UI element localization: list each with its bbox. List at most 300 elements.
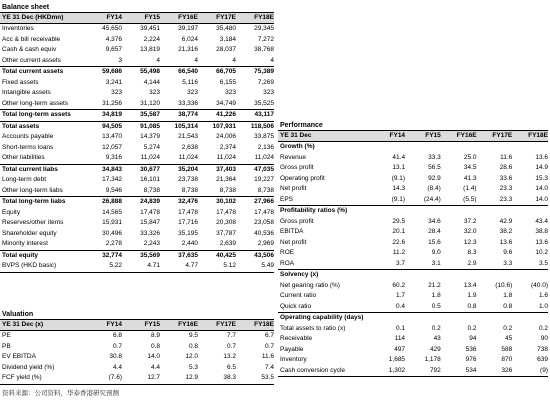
row-value: 59,686 xyxy=(102,68,122,75)
valuation-table xyxy=(0,310,274,385)
row-value: 43,117 xyxy=(254,111,274,118)
table-row xyxy=(278,153,548,164)
row-value: 14,379 xyxy=(140,133,160,140)
row-value xyxy=(512,206,548,217)
row-value: 28.4 xyxy=(428,228,441,235)
row-label: BVPS (HKD basic) xyxy=(2,262,57,269)
row-value: 323 xyxy=(111,89,122,96)
row-value: 0.2 xyxy=(538,324,548,332)
row-label: Total assets xyxy=(2,122,40,130)
row-value: 4,376 xyxy=(105,35,122,43)
row-value: 11,024 xyxy=(140,154,160,161)
table-row xyxy=(0,186,274,197)
table-row xyxy=(0,24,274,35)
row-value: 47,035 xyxy=(254,165,274,173)
row-value: 2,224 xyxy=(143,35,160,43)
table-row xyxy=(278,324,548,335)
table-row xyxy=(0,363,274,374)
row-value: 23,738 xyxy=(178,176,198,183)
row-value: 1.8 xyxy=(503,292,513,299)
row-value: 14.0 xyxy=(535,185,548,192)
header-year: FY17E xyxy=(216,321,236,328)
row-label: Accounts payable xyxy=(2,133,54,140)
row-value xyxy=(405,142,441,153)
row-value: 13.1 xyxy=(392,164,406,171)
header-year: FY18E xyxy=(528,132,548,139)
row-value: 0.1 xyxy=(396,324,406,332)
row-value xyxy=(441,206,477,217)
row-value: 13.6 xyxy=(499,238,513,246)
row-value: 8,738 xyxy=(181,186,198,194)
row-label: Total long-term liabs xyxy=(2,198,66,205)
row-value: 497 xyxy=(394,345,406,353)
row-value: 639 xyxy=(537,356,548,363)
row-value: 33,326 xyxy=(140,229,160,237)
row-value: 23.3 xyxy=(499,185,513,192)
row-value: 107,931 xyxy=(212,122,236,130)
row-label: EV EBITDA xyxy=(2,353,36,360)
table-row xyxy=(0,132,274,143)
row-label: Gross profit xyxy=(280,164,314,171)
performance-body xyxy=(278,130,548,377)
row-label: Operating capability (days) xyxy=(280,314,364,321)
table-row xyxy=(0,56,274,67)
row-value: 13.6 xyxy=(535,153,548,161)
row-value xyxy=(512,270,548,281)
row-value: 2,639 xyxy=(219,240,236,247)
performance-table xyxy=(278,121,548,377)
header-year: FY15 xyxy=(425,132,441,139)
row-value: 34,819 xyxy=(102,111,122,118)
row-value: 5,274 xyxy=(143,143,160,151)
row-value: 738 xyxy=(537,345,548,353)
row-label: Reserves/other items xyxy=(2,219,64,226)
table-row xyxy=(278,227,548,238)
table-row xyxy=(278,184,548,195)
performance-header xyxy=(278,130,548,142)
table-row xyxy=(0,208,274,219)
row-value: 17,478 xyxy=(216,208,236,216)
row-value: 32,476 xyxy=(178,198,198,205)
row-value: 15,931 xyxy=(102,219,122,226)
row-value: 14,565 xyxy=(102,208,122,216)
row-value: 0.2 xyxy=(431,324,441,332)
table-row xyxy=(278,345,548,356)
row-value: 20.1 xyxy=(392,228,406,235)
row-value: 56.5 xyxy=(428,164,441,171)
row-value: 0.8 xyxy=(467,302,477,310)
row-value: 35,525 xyxy=(254,99,274,107)
table-row xyxy=(278,163,548,174)
row-value: 0.5 xyxy=(431,302,441,310)
row-value: 35,204 xyxy=(178,165,198,173)
row-label: PB xyxy=(2,342,11,350)
row-value: 11.6 xyxy=(500,153,513,161)
table-row xyxy=(0,352,274,363)
row-value: 90 xyxy=(540,335,548,342)
table-row xyxy=(0,109,274,121)
row-value: 12,057 xyxy=(102,143,122,151)
row-value: 1,302 xyxy=(388,366,406,374)
row-label: Inventory xyxy=(280,356,307,363)
row-value: 38.2 xyxy=(499,228,513,235)
row-value: 35,569 xyxy=(140,251,160,259)
header-year: FY14 xyxy=(389,132,406,139)
row-label: Acc & bill receivable xyxy=(2,35,61,43)
row-value: 35,480 xyxy=(216,25,236,32)
row-value: 0.2 xyxy=(467,324,477,332)
row-value: 13.6 xyxy=(535,238,548,246)
valuation-body xyxy=(0,319,274,385)
row-value: 9.5 xyxy=(188,332,198,339)
row-label: PE xyxy=(2,332,11,339)
row-value: 6.5 xyxy=(226,363,236,371)
row-value: (24.4) xyxy=(423,195,441,203)
table-row xyxy=(0,250,274,262)
header-year: FY16E xyxy=(456,132,477,139)
row-value: 588 xyxy=(501,345,513,353)
row-value: 2,243 xyxy=(143,240,160,247)
row-value: 24,006 xyxy=(216,133,236,140)
row-value: 105,314 xyxy=(174,122,198,130)
balance-sheet-body xyxy=(0,12,274,273)
row-value: 17,478 xyxy=(140,208,160,216)
row-value: 3,184 xyxy=(219,35,236,43)
row-label: Payable xyxy=(280,345,304,353)
row-value xyxy=(405,206,441,217)
row-value: 0.7 xyxy=(226,342,236,350)
row-value: 37,787 xyxy=(216,229,236,237)
row-value: 38,768 xyxy=(254,46,274,53)
row-value: 12.3 xyxy=(463,238,477,246)
row-value: 8,738 xyxy=(257,186,274,194)
table-row xyxy=(0,261,274,273)
row-value: 9.0 xyxy=(431,249,441,256)
row-value: 40,536 xyxy=(254,229,274,237)
table-row xyxy=(278,195,548,206)
header-year: FY14 xyxy=(106,321,122,328)
row-label: Total current liabs xyxy=(2,165,58,173)
row-value: 30,496 xyxy=(102,229,122,237)
row-value: 27,966 xyxy=(254,198,274,205)
row-value: 23,058 xyxy=(254,219,274,226)
row-value: 6,155 xyxy=(219,78,236,86)
row-value: 9,546 xyxy=(105,186,122,194)
row-label: Short-terms loans xyxy=(2,143,54,151)
table-row xyxy=(0,66,274,78)
row-label: Total current assets xyxy=(2,68,64,75)
row-value: 14.3 xyxy=(392,185,406,192)
row-value: 323 xyxy=(149,89,160,96)
table-row xyxy=(278,366,548,378)
header-label: YE 31 Dec (HKDmn) xyxy=(2,14,64,21)
row-value: 8,738 xyxy=(219,186,236,194)
table-row xyxy=(278,142,548,153)
row-value: 30.8 xyxy=(109,353,122,360)
row-label: Growth (%) xyxy=(280,143,315,150)
row-value: 0.8 xyxy=(188,342,198,350)
row-value: 20,308 xyxy=(216,219,236,226)
row-value: 0.2 xyxy=(503,324,513,332)
row-value: 37.2 xyxy=(463,217,477,225)
row-value: 45,650 xyxy=(102,25,122,32)
row-value: 114 xyxy=(394,335,406,342)
row-label: Total long-term assets xyxy=(2,111,71,118)
row-label: EBITDA xyxy=(280,228,304,235)
row-value: 0.8 xyxy=(503,302,513,310)
header-year: FY15 xyxy=(144,14,160,21)
row-value: 5.3 xyxy=(188,363,198,371)
header-year: FY16E xyxy=(178,321,198,328)
row-value: 30,102 xyxy=(216,198,236,205)
table-row xyxy=(0,196,274,208)
row-value: 13,819 xyxy=(140,46,160,53)
row-value: 2,136 xyxy=(257,143,274,151)
row-label: Quick ratio xyxy=(280,302,312,310)
row-value xyxy=(512,142,548,153)
row-value: 9,657 xyxy=(105,46,122,53)
header-year: FY17E xyxy=(216,14,236,21)
row-value: 22.6 xyxy=(392,238,406,246)
table-row xyxy=(278,259,548,270)
row-value: 1,685 xyxy=(388,356,406,363)
row-value: 7,269 xyxy=(257,78,274,86)
row-value: 8.3 xyxy=(467,249,477,256)
row-value xyxy=(405,270,441,281)
row-label: Minority interest xyxy=(2,240,48,247)
row-value xyxy=(369,206,405,217)
row-value: 326 xyxy=(501,366,513,374)
row-value: 28.6 xyxy=(499,164,513,171)
table-row xyxy=(0,121,274,133)
row-value: 2,278 xyxy=(105,240,122,247)
row-value: 11,024 xyxy=(254,154,274,161)
row-value: 66,705 xyxy=(216,68,236,75)
row-label: Other current assets xyxy=(2,56,61,64)
row-value: 536 xyxy=(465,345,477,353)
row-value: 976 xyxy=(465,356,477,363)
row-value: 39,451 xyxy=(140,25,160,32)
row-value: 45 xyxy=(505,335,513,342)
row-value: 5.22 xyxy=(109,262,122,269)
row-value: 1.8 xyxy=(431,292,441,299)
table-row xyxy=(0,99,274,110)
row-value: 6.8 xyxy=(112,332,122,339)
row-value: 55,498 xyxy=(140,68,160,75)
row-value: 6,024 xyxy=(181,35,198,43)
row-value: 13.2 xyxy=(223,353,236,360)
table-row xyxy=(0,331,274,342)
row-value: 92.9 xyxy=(428,174,441,182)
row-value: 30,677 xyxy=(140,165,160,173)
row-value xyxy=(477,206,513,217)
header-year: FY14 xyxy=(106,14,122,21)
row-value: (9.1) xyxy=(391,174,406,182)
row-value: 34.6 xyxy=(428,217,441,225)
row-label: Shareholder equity xyxy=(2,229,57,237)
table-row xyxy=(0,153,274,164)
row-label: Revenue xyxy=(280,153,307,161)
row-label: Net gearing ratio (%) xyxy=(280,281,340,289)
table-row xyxy=(0,239,274,250)
row-value: 14.0 xyxy=(535,195,548,203)
row-value: 3.3 xyxy=(503,259,513,267)
row-value xyxy=(477,270,513,281)
row-label: EPS xyxy=(280,195,294,203)
row-value: 33.6 xyxy=(499,174,513,182)
row-value: 41.3 xyxy=(463,174,477,182)
row-value: 17,478 xyxy=(254,208,274,216)
row-label: Operating profit xyxy=(280,174,325,182)
table-row xyxy=(278,312,548,324)
row-value: 13.4 xyxy=(463,281,477,289)
row-label: Net profit xyxy=(280,185,307,192)
table-row xyxy=(0,229,274,240)
row-value: 21,316 xyxy=(178,46,198,53)
table-row xyxy=(278,334,548,345)
header-year: FY15 xyxy=(144,321,160,328)
row-value: 11.6 xyxy=(261,353,274,360)
row-value: 15.3 xyxy=(535,174,548,182)
header-year: FY18E xyxy=(254,321,274,328)
row-value: 53.5 xyxy=(261,374,274,381)
row-label: Fixed assets xyxy=(2,78,39,86)
row-value: 5.12 xyxy=(223,262,236,269)
row-value: 19,227 xyxy=(254,176,274,183)
row-value: 43 xyxy=(433,335,441,342)
table-row xyxy=(0,78,274,89)
row-value: 94,505 xyxy=(102,122,122,130)
table-row xyxy=(278,248,548,259)
row-label: Other liabilities xyxy=(2,154,45,161)
table-row xyxy=(278,302,548,313)
row-value: (40.0) xyxy=(531,281,548,289)
row-value: 4,144 xyxy=(143,78,160,86)
row-value: 60.2 xyxy=(392,281,406,289)
row-value: 37,403 xyxy=(216,165,236,173)
row-value: 2,969 xyxy=(257,240,274,247)
row-value: 38,774 xyxy=(178,111,198,118)
row-label: Other long-term assets xyxy=(2,99,69,107)
row-value xyxy=(441,142,477,153)
row-value xyxy=(369,313,405,324)
row-value: 26,888 xyxy=(102,198,122,205)
row-value xyxy=(405,313,441,324)
row-value: 12.9 xyxy=(185,374,198,381)
row-value: 29.5 xyxy=(392,217,406,225)
row-value: 12.0 xyxy=(185,353,198,360)
table-row xyxy=(0,143,274,154)
row-value: 37,635 xyxy=(178,251,198,259)
row-value: 2.9 xyxy=(467,259,477,267)
row-value: (1.4) xyxy=(463,185,477,192)
row-label: Receivable xyxy=(280,335,313,342)
row-value: 33.3 xyxy=(428,153,441,161)
row-value: 33,875 xyxy=(254,133,274,140)
row-value: 34.5 xyxy=(463,164,477,171)
row-value: 792 xyxy=(429,366,441,374)
row-value: 4.71 xyxy=(147,262,160,269)
row-value: 118,506 xyxy=(250,122,274,130)
header-year: FY16E xyxy=(178,14,198,21)
table-row xyxy=(0,164,274,176)
performance-title: Performance xyxy=(280,122,323,129)
row-value: 4 xyxy=(232,56,236,64)
row-value: 3.1 xyxy=(431,259,441,267)
table-row xyxy=(278,217,548,228)
row-value: 534 xyxy=(465,366,477,374)
row-value: (10.6) xyxy=(495,281,513,289)
row-value: 16,101 xyxy=(140,176,160,183)
row-value: 7.7 xyxy=(226,332,236,339)
balance-sheet-title: Balance sheet xyxy=(2,4,50,11)
row-value: 41,226 xyxy=(216,111,236,118)
row-value: (7.6) xyxy=(108,374,122,381)
row-value: 32.0 xyxy=(463,228,477,235)
row-value: 323 xyxy=(225,89,236,96)
table-row xyxy=(278,269,548,281)
row-value: 4 xyxy=(156,56,160,64)
table-row xyxy=(278,291,548,302)
row-value: 21.2 xyxy=(428,281,441,289)
row-value: 323 xyxy=(263,89,274,96)
row-value: 4.77 xyxy=(185,262,198,269)
row-value: 66,540 xyxy=(178,68,198,75)
row-label: Solvency (x) xyxy=(280,271,319,278)
row-value: 41.4 xyxy=(392,153,406,161)
row-value: 10.2 xyxy=(535,249,548,256)
row-value: 11,024 xyxy=(216,154,236,161)
row-value: 0.7 xyxy=(264,342,274,350)
row-value: 323 xyxy=(187,89,198,96)
row-value: 17,716 xyxy=(178,219,198,226)
table-row xyxy=(278,205,548,217)
row-label: FCF yield (%) xyxy=(2,374,42,381)
row-value: 31,120 xyxy=(140,99,160,107)
row-label: Other long-term liabs xyxy=(2,186,63,194)
row-value: 17,342 xyxy=(102,176,122,183)
row-value xyxy=(369,270,405,281)
row-value xyxy=(441,270,477,281)
row-value: 4 xyxy=(194,56,198,64)
row-value: 9.6 xyxy=(503,249,513,256)
row-value: 2,638 xyxy=(181,143,198,151)
row-value: 11,024 xyxy=(178,154,198,161)
row-value: 8,738 xyxy=(143,186,160,194)
row-value: 23.3 xyxy=(499,195,513,203)
header-year: FY17E xyxy=(492,132,513,139)
row-value: 33,336 xyxy=(178,99,198,107)
row-label: Equity xyxy=(2,208,21,216)
row-value: (5.5) xyxy=(463,195,477,203)
row-label: Intangible assets xyxy=(2,89,51,96)
row-value: 7.4 xyxy=(264,363,274,371)
valuation-title: Valuation xyxy=(2,311,34,318)
row-value: 39,197 xyxy=(178,25,198,32)
row-value: 1.6 xyxy=(538,292,548,299)
row-value xyxy=(477,313,513,324)
row-value: 17,478 xyxy=(178,208,198,216)
table-row xyxy=(0,218,274,229)
row-value: 40,425 xyxy=(216,251,236,259)
row-value: 9,316 xyxy=(105,154,122,161)
row-value: 29,345 xyxy=(254,25,274,32)
table-row xyxy=(0,45,274,56)
row-value: 21,364 xyxy=(216,176,236,183)
header-year: FY18E xyxy=(254,14,274,21)
row-value: 7,272 xyxy=(257,35,274,43)
row-label: ROA xyxy=(280,259,295,267)
